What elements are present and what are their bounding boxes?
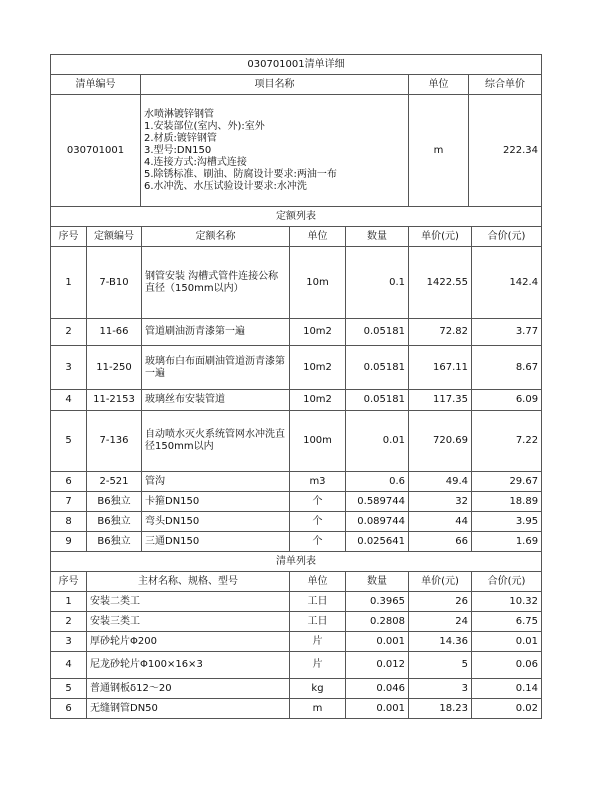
row-total: 0.14 xyxy=(472,679,542,699)
row-unit: m3 xyxy=(290,472,346,492)
row-price: 66 xyxy=(409,532,472,552)
row-total: 7.22 xyxy=(472,411,542,472)
row-name: 玻璃丝布安装管道 xyxy=(142,390,290,411)
row-price: 3 xyxy=(409,679,472,699)
row-qty: 0.001 xyxy=(346,632,409,652)
row-price: 24 xyxy=(409,612,472,632)
row-name: 钢管安装 沟槽式管件连接公称直径（150mm以内） xyxy=(142,247,290,319)
row-qty: 0.1 xyxy=(346,247,409,319)
row-unit: 10m2 xyxy=(290,390,346,411)
material-section-title: 清单列表 xyxy=(51,552,542,572)
row-unit: 个 xyxy=(290,512,346,532)
material-col-price: 单价(元) xyxy=(409,572,472,592)
material-col-unit: 单位 xyxy=(290,572,346,592)
row-unit: 100m xyxy=(290,411,346,472)
row-no: 4 xyxy=(51,390,87,411)
row-price: 26 xyxy=(409,592,472,612)
row-unit: 片 xyxy=(290,652,346,679)
table-row xyxy=(51,390,542,411)
row-code: 11-66 xyxy=(87,319,142,346)
row-name: 自动喷水灭火系统管网水冲洗直径150mm以内 xyxy=(142,411,290,472)
table-row xyxy=(51,512,542,532)
row-name: 安装三类工 xyxy=(87,612,290,632)
row-no: 4 xyxy=(51,652,87,679)
table-row xyxy=(51,319,542,346)
row-qty: 0.046 xyxy=(346,679,409,699)
row-total: 0.02 xyxy=(472,699,542,719)
row-no: 1 xyxy=(51,592,87,612)
row-price: 49.4 xyxy=(409,472,472,492)
row-code: 7-B10 xyxy=(87,247,142,319)
row-unit: 10m2 xyxy=(290,319,346,346)
table-row xyxy=(51,652,542,679)
row-name: 弯头DN150 xyxy=(142,512,290,532)
row-price: 72.82 xyxy=(409,319,472,346)
row-qty: 0.3965 xyxy=(346,592,409,612)
row-total: 142.4 xyxy=(472,247,542,319)
row-qty: 0.6 xyxy=(346,472,409,492)
header-price: 综合单价 xyxy=(469,75,542,95)
row-code: B6独立 xyxy=(87,492,142,512)
row-no: 5 xyxy=(51,679,87,699)
row-name: 尼龙砂轮片Φ100×16×3 xyxy=(87,652,290,679)
row-no: 1 xyxy=(51,247,87,319)
quota-col-unit: 单位 xyxy=(290,227,346,247)
row-unit: 工日 xyxy=(290,592,346,612)
row-no: 2 xyxy=(51,612,87,632)
table-row xyxy=(51,472,542,492)
row-no: 6 xyxy=(51,472,87,492)
row-no: 9 xyxy=(51,532,87,552)
row-qty: 0.05181 xyxy=(346,346,409,390)
row-qty: 0.001 xyxy=(346,699,409,719)
table-row xyxy=(51,612,542,632)
item-price: 222.34 xyxy=(469,95,542,207)
row-name: 安装二类工 xyxy=(87,592,290,612)
row-code: 11-2153 xyxy=(87,390,142,411)
quota-table xyxy=(50,206,542,552)
row-price: 720.69 xyxy=(409,411,472,472)
row-qty: 0.05181 xyxy=(346,390,409,411)
row-unit: 个 xyxy=(290,532,346,552)
row-code: B6独立 xyxy=(87,512,142,532)
row-total: 8.67 xyxy=(472,346,542,390)
row-total: 18.89 xyxy=(472,492,542,512)
table-row xyxy=(51,632,542,652)
row-no: 6 xyxy=(51,699,87,719)
table-row xyxy=(51,532,542,552)
quota-col-code: 定额编号 xyxy=(87,227,142,247)
row-name: 无缝钢管DN50 xyxy=(87,699,290,719)
row-name: 三通DN150 xyxy=(142,532,290,552)
row-name: 厚砂轮片Φ200 xyxy=(87,632,290,652)
row-code: 7-136 xyxy=(87,411,142,472)
row-total: 6.09 xyxy=(472,390,542,411)
quota-col-name: 定额名称 xyxy=(142,227,290,247)
table-row xyxy=(51,679,542,699)
row-no: 7 xyxy=(51,492,87,512)
page-title: 030701001清单详细 xyxy=(51,55,542,75)
item-code: 030701001 xyxy=(51,95,141,207)
row-code: 2-521 xyxy=(87,472,142,492)
row-price: 117.35 xyxy=(409,390,472,411)
row-qty: 0.025641 xyxy=(346,532,409,552)
row-name: 管沟 xyxy=(142,472,290,492)
row-total: 6.75 xyxy=(472,612,542,632)
table-row xyxy=(51,346,542,390)
row-total: 0.01 xyxy=(472,632,542,652)
row-no: 3 xyxy=(51,346,87,390)
row-qty: 0.589744 xyxy=(346,492,409,512)
row-total: 3.95 xyxy=(472,512,542,532)
row-price: 14.36 xyxy=(409,632,472,652)
row-unit: 10m2 xyxy=(290,346,346,390)
row-unit: 10m xyxy=(290,247,346,319)
item-summary-table xyxy=(50,54,542,207)
row-total: 0.06 xyxy=(472,652,542,679)
row-name: 管道刷油沥青漆第一遍 xyxy=(142,319,290,346)
row-code: B6独立 xyxy=(87,532,142,552)
row-price: 167.11 xyxy=(409,346,472,390)
row-total: 29.67 xyxy=(472,472,542,492)
row-qty: 0.05181 xyxy=(346,319,409,346)
table-row xyxy=(51,699,542,719)
row-total: 10.32 xyxy=(472,592,542,612)
item-unit: m xyxy=(409,95,469,207)
row-no: 5 xyxy=(51,411,87,472)
row-unit: 工日 xyxy=(290,612,346,632)
row-unit: m xyxy=(290,699,346,719)
row-qty: 0.2808 xyxy=(346,612,409,632)
row-unit: 个 xyxy=(290,492,346,512)
row-no: 8 xyxy=(51,512,87,532)
row-no: 3 xyxy=(51,632,87,652)
material-col-qty: 数量 xyxy=(346,572,409,592)
header-code: 清单编号 xyxy=(51,75,141,95)
header-unit: 单位 xyxy=(409,75,469,95)
row-code: 11-250 xyxy=(87,346,142,390)
item-description: 水喷淋镀锌钢管 1.安装部位(室内、外):室外 2.材质:镀锌钢管 3.型号:DN150 4.连接方式:沟槽式连接 5.除锈标准、刷油、防腐设计要求:两油一布 6.水冲洗、水压试验设计要求:水冲洗 xyxy=(141,95,409,207)
table-row xyxy=(51,411,542,472)
table-row xyxy=(51,592,542,612)
header-name: 项目名称 xyxy=(141,75,409,95)
row-no: 2 xyxy=(51,319,87,346)
material-col-total: 合价(元) xyxy=(472,572,542,592)
quota-col-total: 合价(元) xyxy=(472,227,542,247)
row-qty: 0.089744 xyxy=(346,512,409,532)
row-unit: 片 xyxy=(290,632,346,652)
row-qty: 0.01 xyxy=(346,411,409,472)
row-name: 普通钢板δ12～20 xyxy=(87,679,290,699)
row-price: 5 xyxy=(409,652,472,679)
row-total: 1.69 xyxy=(472,532,542,552)
row-unit: kg xyxy=(290,679,346,699)
row-qty: 0.012 xyxy=(346,652,409,679)
row-price: 1422.55 xyxy=(409,247,472,319)
quota-section-title: 定额列表 xyxy=(51,207,542,227)
material-col-no: 序号 xyxy=(51,572,87,592)
table-row xyxy=(51,492,542,512)
row-total: 3.77 xyxy=(472,319,542,346)
quota-col-no: 序号 xyxy=(51,227,87,247)
row-price: 32 xyxy=(409,492,472,512)
row-name: 玻璃布白布面刷油管道沥青漆第一遍 xyxy=(142,346,290,390)
row-name: 卡箍DN150 xyxy=(142,492,290,512)
material-col-name: 主材名称、规格、型号 xyxy=(87,572,290,592)
table-row xyxy=(51,247,542,319)
row-price: 18.23 xyxy=(409,699,472,719)
quota-col-qty: 数量 xyxy=(346,227,409,247)
material-table xyxy=(50,551,542,719)
quota-col-price: 单价(元) xyxy=(409,227,472,247)
row-price: 44 xyxy=(409,512,472,532)
